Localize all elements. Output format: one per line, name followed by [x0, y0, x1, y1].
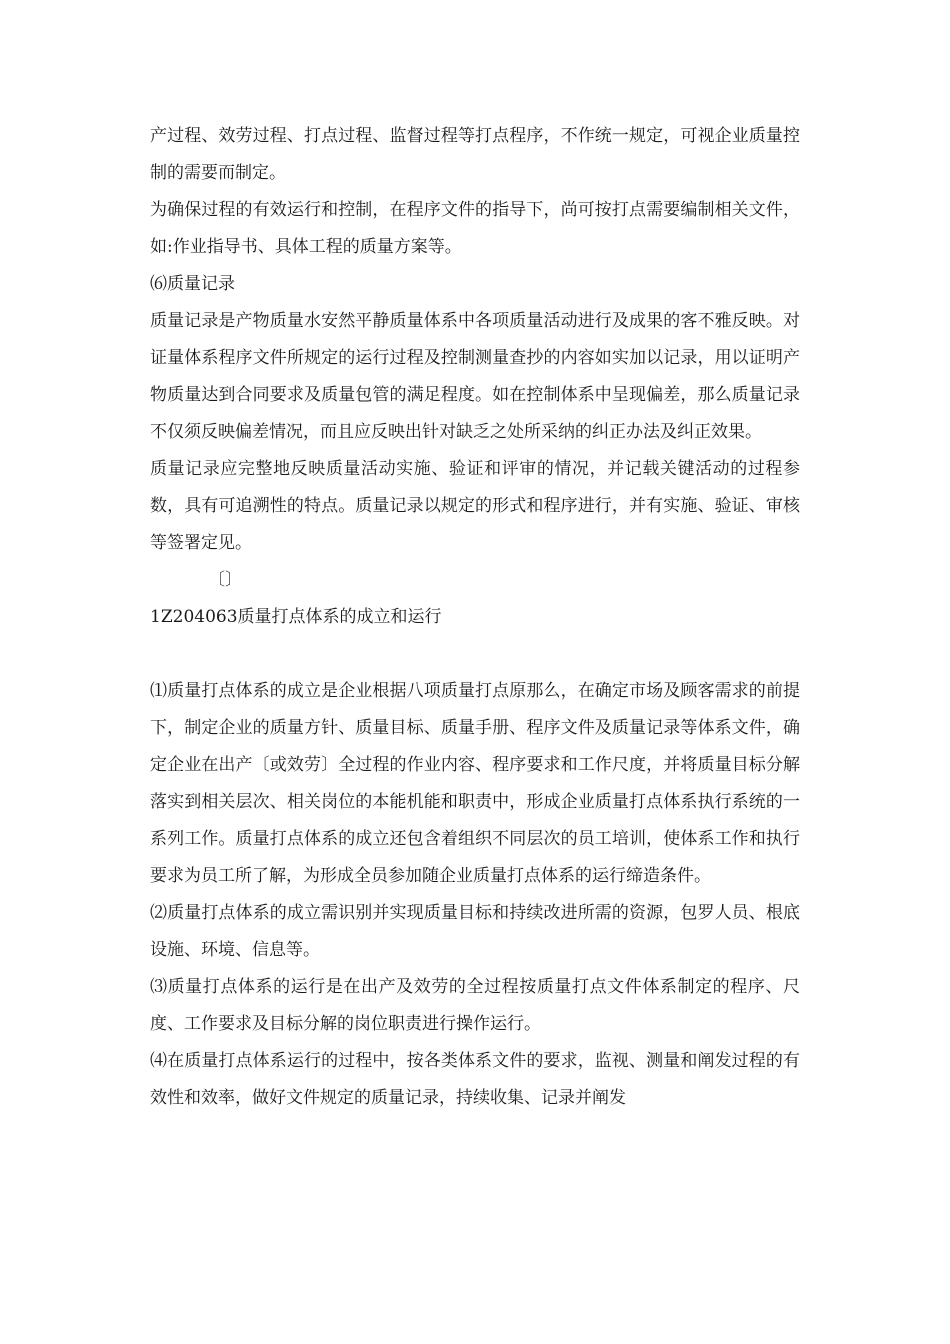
paragraph-item-1: ⑴质量打点体系的成立是企业根据八项质量打点原那么，在确定市场及顾客需求的前提下，制定企业的质量方针、质量目标、质量手册、程序文件及质量记录等体系文件，确定企业在出产〔或效劳〕全过程的作业内容、程序要求和工作尺度，并将质量目标分解落实到相关层次、相关岗位的本能机能和职责中，形成企业质量打点体系执行系统的一系列工作。质量打点体系的成立还包含着组织不同层次的员工培训，使体系工作和执行要求为员工所了解，为形成全员参加随企业质量打点体系的运行缔造条件。	[150, 681, 800, 886]
document-body	[150, 118, 800, 1117]
paragraph-related-documents: 为确保过程的有效运行和控制，在程序文件的指导下，尚可按打点需要编制相关文件，如:作业指导书、具体工程的质量方案等。	[150, 200, 800, 257]
heading-quality-records: ⑹质量记录	[150, 274, 235, 294]
paragraph-quality-records-definition: 质量记录是产物质量水安然平静质量体系中各项质量活动进行及成果的客不雅反映。对证量体系程序文件所规定的运行过程及控制测量查抄的内容如实加以记录，用以证明产物质量达到合同要求及质量包管的满足程度。如在控制体系中呈现偏差，那么质量记录不仅须反映偏差情况，而且应反映出针对缺乏之处所采纳的纠正办法及纠正效果。	[150, 311, 800, 442]
bracket-placeholder: 〔〕	[208, 570, 242, 590]
paragraph-process-procedures: 产过程、效劳过程、打点过程、监督过程等打点程序，不作统一规定，可视企业质量控制的需要而制定。	[150, 126, 800, 183]
section-title: 1Z204063质量打点体系的成立和运行	[150, 607, 442, 627]
paragraph-item-3: ⑶质量打点体系的运行是在出产及效劳的全过程按质量打点文件体系制定的程序、尺度、工作要求及目标分解的岗位职责进行操作运行。	[150, 977, 800, 1034]
paragraph-quality-records-completeness: 质量记录应完整地反映质量活动实施、验证和评审的情况，并记载关键活动的过程参数，具有可追溯性的特点。质量记录以规定的形式和程序进行，并有实施、验证、审核等签署定见。	[150, 459, 800, 553]
paragraph-item-4: ⑷在质量打点体系运行的过程中，按各类体系文件的要求，监视、测量和阐发过程的有效性和效率，做好文件规定的质量记录，持续收集、记录并阐发	[150, 1051, 800, 1108]
paragraph-item-2: ⑵质量打点体系的成立需识别并实现质量目标和持续改进所需的资源，包罗人员、根底设施、环境、信息等。	[150, 903, 800, 960]
blank-line	[150, 636, 800, 673]
